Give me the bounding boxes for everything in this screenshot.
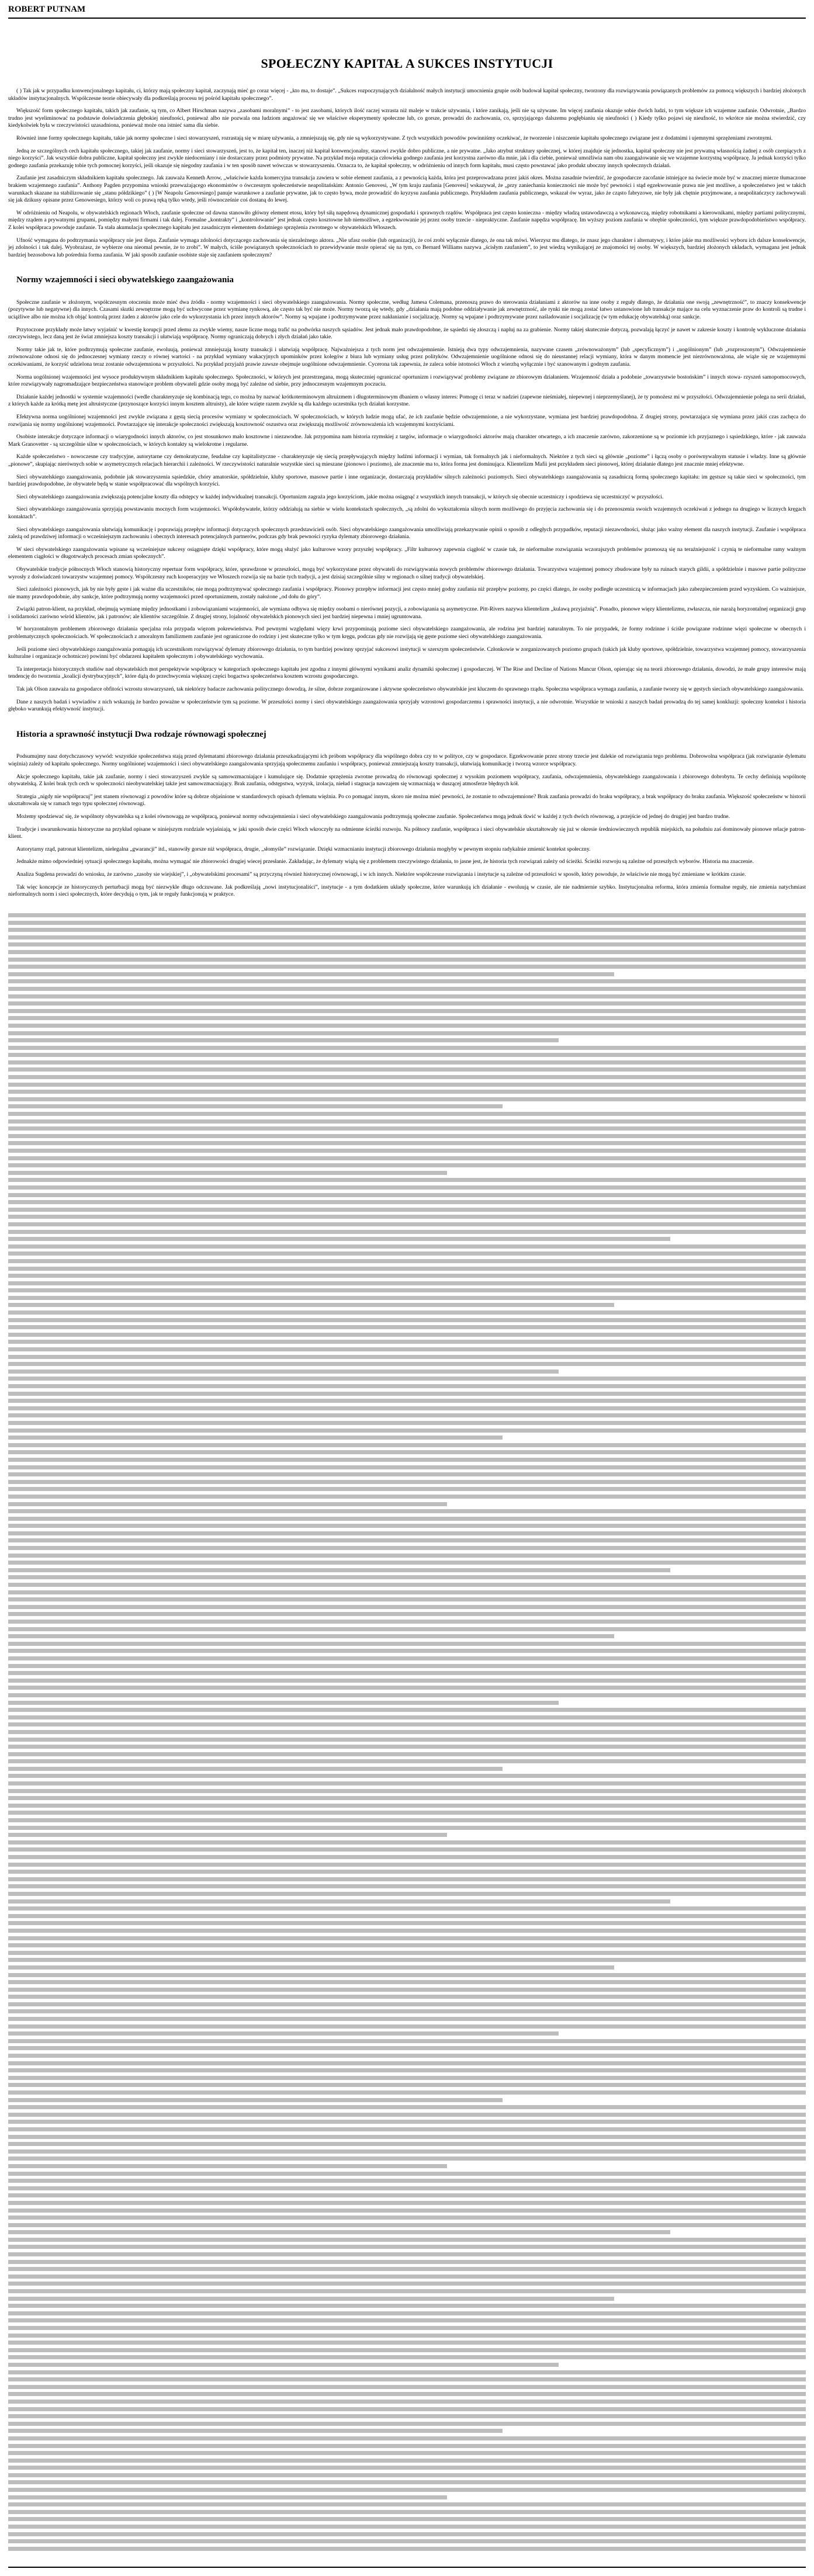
paragraph: Obywatelskie tradycje północnych Włoch stanowią historyczny repertuar form współpracy, które, sprawdzone w przeszłości, mogą być wykorzystane przez obywateli do rozwiązywania nowych problemów zbiorowego działania. Towarzystwa wzajemnej pomocy zbudowane były na ruinach starych gildii, a spółdzielnie i masowe partie polityczne wyrosły z doświadczeń towarzystw wzajemnej pomocy. Współczesny ruch kooperacyjny we Włoszech rozwija się na bazie tych tradycji, a jest dzisiaj szczególnie silny w regionach o silnej tradycji obywatelskiej. [8, 566, 806, 580]
text-line [8, 2444, 806, 2448]
text-line [8, 2429, 503, 2433]
text-line [8, 1921, 806, 1925]
text-line [8, 1495, 806, 1499]
text-line [8, 2098, 503, 2102]
paragraph: Każde społeczeństwo - nowoczesne czy tradycyjne, autorytarne czy demokratyczne, feudalne czy kapitalistyczne - charakteryzuje się siecią przepływających między ludźmi informacji i wymian, tak formalnych jak i nieformalnych. Niektóre z tych sieci są głównie „poziome” i łączą osoby o porównywalnym statusie i władzy. Inne są głównie „pionowe”, skupiając nierównych sobie w asymetrycznych relacjach hierarchii i zależności. W rzeczywistości naturalnie wszystkie sieci są mieszane (pionowo i poziomo), ale znaczenie ma to, która forma jest dominująca. Klientelizm Mafii jest przykładem sieci pionowej, której działanie dlatego jest znacznie mniej efektywne. [8, 453, 806, 467]
text-line [8, 1914, 806, 1918]
text-line [8, 913, 806, 917]
text-line [8, 2341, 806, 2345]
text-line [8, 2355, 806, 2359]
text-line [8, 1951, 806, 1955]
text-line [8, 2209, 806, 2213]
text-line [8, 2017, 806, 2021]
text-line [8, 2539, 806, 2543]
text-line [8, 1259, 806, 1263]
paragraph: Działanie każdej jednostki w systemie wzajemności (wedle charakteryzuje się kombinacją tego, co można by nazwać krótkoterminowym altruizmem i długoterminowym dbaniem o własny interes: Pomogę ci teraz w nadziei (zapewne nieśmiałej, niepewnej i nieprzemyślanej), że ty pomożesz mi w przyszłości. Odwzajemnienie polega na serii działań, z których każde za krótką metę jest altruistyczne (przynoszące korzyści innym kosztem altruisty), ale które wzięte razem zwykle są dla każdego uczestnika tych działań korzystne. [8, 393, 806, 408]
paragraph: Tradycje i uwarunkowania historyczne na przykład opisane w niniejszym rozdziale wyjaśniają, w jaki sposób dwie części Włoch wkroczyły na odmienne ścieżki rozwoju. Na północy zaufanie, współpraca i sieci obywatelskie ukształtowały się już w okresie średniowiecznych republik miejskich, na południu zaś dominowały pionowe relacje patron-klient. [8, 826, 806, 840]
paragraph: Jedną ze szczególnych cech kapitału społecznego, takiej jak zaufanie, normy i sieci stowarzyszeń, jest to, że kapitał ten, inaczej niż kapitał konwencjonalny, stanowi zwykle dobro publiczne, a nie prywatne. „Jako atrybut struktury społecznej, w której znajduje się jednostka, kapitał społeczny nie jest prywatną własnością żadnej z osób czerpiących z niego korzyści”. Jak wszystkie dobra publiczne, kapitał społeczny jest zwykle niedoceniany i nie dostarczany przez podmioty prywatne. Na przykład moja reputacja człowieka godnego zaufania jest korzystna zarówno dla mnie, jak i dla ciebie, ponieważ umożliwia nam obu zaangażowanie się we wzajemne korzystną współpracę. Ja jednak korzyści tylko godnego zaufania przekazuję tobie tych pomocnej korzyści, jeśli okazuje się niegodny zaufania i w ten sposób nawet wówczas w stowarzyszeniu. Oznacza to, że kapitał społeczny, w odróżnieniu od innych form kapitału, musi często powstawać jako produkt uboczny innych społecznych działań. [8, 147, 806, 169]
text-line [8, 1943, 806, 1947]
text-line [8, 2113, 806, 2117]
text-line [8, 2076, 806, 2080]
text-line [8, 2201, 806, 2205]
text-line [8, 2495, 447, 2499]
text-line [8, 1973, 806, 1977]
text-line [8, 1083, 806, 1087]
text-line [8, 950, 806, 954]
text-line [8, 2400, 806, 2404]
text-line [8, 2363, 559, 2367]
text-line [8, 1892, 806, 1896]
text-line [8, 1156, 806, 1160]
paragraph: Akcje społecznego kapitału, takie jak zaufanie, normy i sieci stowarzyszeń zwykle są samowzmacniające i kumulujące się. Dodatnie sprzężenia zwrotne prowadzą do równowagi społecznej z wysokim poziomem współpracy, zaufania, odwzajemnienia, obywatelskiego zaangażowania i zbiorowego dobrobytu. Te cechy definiują wspólnotę obywatelską. Z kolei brak tych cech w społeczności nieobywatelskiej także jest samowzmacniający. Brak zaufania, odstępstwa, wyzysk, izolacja, nieład i stagnacja nawzajem się wzmacniają w duszącej atmosferze błędnych kół. [8, 773, 806, 788]
text-line [8, 1502, 447, 1506]
text-line [8, 2488, 806, 2492]
text-line [8, 1024, 806, 1028]
paragraph: ( ) Tak jak w przypadku konwencjonalnego kapitału, ci, którzy mają społeczny kapitał, zaczynają mieć go coraz więcej - „kto ma, to dostaje”. „Sukces rozpoczynających działalność małych instytucji umocnienia grupie osób budował kapitał społeczny, tworzony dla rozwiązywania powiązanych problemów za pomocą większych i bardziej złożonych układów instytucjonalnych. Współczesne teorie obiecywały dla podkreślają procesu tej pośród kapitału społecznego”. [8, 88, 806, 102]
text-line [8, 1759, 806, 1763]
text-line [8, 1833, 447, 1837]
paragraph: Norma uogólnionej wzajemności jest wysoce produktywnym składnikiem kapitału społecznego. Społeczności, w których jest przestrzegana, mogą skuteczniej ograniczać oportunizm i rozwiązywać problemy związane ze zbiorowym działaniem. Wzajemność działa a podobnie „towarzystwie bostońskim” i innych stowa- rzyszeń samopomocowych, które rozwiązywały nagromadzające bezpieczeństwa stanowiące problem obywateli gdzie osoby mogą być zależne od siebie, przy jednoczesnym wzajemnym poczuciu. [8, 373, 806, 388]
text-line [8, 1274, 806, 1278]
text-line [8, 1112, 806, 1116]
text-line [8, 2525, 806, 2529]
text-line [8, 1789, 806, 1793]
paragraph: Jeśli poziome sieci obywatelskiego zaangażowania pomagają ich uczestnikom rozwiązywać dylematy zbiorowego działania, to tym bardziej powinny sprzyjać sukcesowi instytucji w szerszym społeczeństwie. Członkowie w zorganizowanych poziomo grupach (takich jak kluby sportowe, spółdzielnie, towarzystwa wzajemnej pomocy, stowarzyszenia kulturalne i organizacje ochotnicze) powinni być obdarzeni kapitałem społecznym i obywatelskiego wychowania. [8, 646, 806, 660]
text-line [8, 1693, 806, 1697]
text-line [8, 1627, 806, 1631]
text-line [8, 2385, 806, 2389]
text-line [8, 1590, 806, 1594]
text-line [8, 1870, 806, 1874]
text-line [8, 1531, 806, 1535]
text-line [8, 1458, 806, 1462]
text-line [8, 1561, 806, 1565]
text-line [8, 1906, 806, 1911]
text-line [8, 1222, 806, 1226]
text-line [8, 2083, 806, 2087]
text-line [8, 1509, 806, 1513]
article-title: SPOŁECZNY KAPITAŁ A SUKCES INSTYTUCJI [261, 56, 553, 71]
text-line [8, 1296, 806, 1300]
text-line [8, 1333, 806, 1337]
text-line [8, 1671, 806, 1675]
paragraph: Normy takie jak te, które podtrzymują społeczne zaufanie, ewoluują, ponieważ zmniejszają koszty transakcji i ułatwiają współpracę. Najważniejsza z tych norm jest odwzajemnienie. Istnieją dwa typy odwzajemnienia, nazywane czasem „zrównoważonym” (lub „specyficznym”) i „uogólnionym” (lub „rozproszonym”). Odwzajemnienie zrównoważone odnosi się do jednoczesnej wymiany rzeczy o równej wartości - na przykład wymiany wakacyjnych upominków przez kolegów z biura lub wymiany usług przez polityków. Odwzajemnienie uogólnione odnosi się do nieustannej relacji wymiany, która w danym momencie jest niezrównoważona, ale wiąże się ze wzajemnymi oczekiwaniami, że korzyść udzielona teraz zostanie odwzajemniona w przyszłości. Na przykład przyjaźń prawie zawsze obejmuje uogólnione odwzajemnienie. Cycerona tak zapewnia, że zaleca sobie istotności Włoch z wierzbą wyłącznie i być szanowanym i godnym zaufania. [8, 346, 806, 368]
text-line [8, 1936, 806, 1940]
text-line [8, 2326, 806, 2330]
text-line [8, 1877, 806, 1881]
text-line [8, 1465, 806, 1469]
paragraph: Ta interpretacja historycznych studiów nad obywatelskich mot perspektywie współpracy w kategoriach społecznego kapitału jest zgodna z innymi głównymi wynikami analiz dynamiki społecznej i gospodarczej. W The Rise and Decline of Nations Mancur Olson, opierając się na teorii zbiorowego działania, dowodzi, że małe grupy interesów mają tendencję do tworzenia „koalicji dystrybucyjnych”, które dążą do przechwycenia większej części bogactwa społeczeństwa kosztem wzrostu gospodarczego. [8, 665, 806, 680]
text-line [8, 1656, 806, 1660]
text-line [8, 1288, 806, 1292]
text-line [8, 2502, 806, 2506]
text-line [8, 1774, 806, 1778]
text-line [8, 2031, 559, 2036]
paragraph: Zaufanie jest zasadniczym składnikiem kapitału społecznego. Jak zauważa Kenneth Arrow, „właściwie każda komercyjna transakcja zawiera w sobie element zaufania, a z pewnością każda, która jest przeprowadzana przez jakiś okres. Można zasadnie twierdzić, że gospodarcze zacofanie istniejące na świecie może być w znacznej mierze tłumaczone brakiem wzajemnego zaufania”. Anthony Pagden przypomina wnioski przeważającego ekonomistów o ówczesnym społeczeństwie neapolitańskim: Antonio Genovesi, „W tym kraju zaufania [Genovesi] wskazywał, że „przy zaniechania konieczności nie może być pewności i stąd egzekwowanie prawa nie jest możliwe, a społeczeństwo jest w takich warunkach skazane na stabilizowanie się „stanu półdzikiego” ( ) [W Neapolu Genovesiego] panuje warunkowe a zaufanie prywatne, jak to często bywa, może prowadzić do kryzysu zaufania publicznego. Przykładem zaufania publicznego, wskazał ów wyraz, jako że cząsto fabryzowe, nie były jak chętnie przyjmowane, a neapolitańczycy zachowywali się jak dzikusy opisane przez Genowesiego, którzy woli co prawą ręką tylko wtedy, jeśli równocześnie coś dostaną do lewej. [8, 175, 806, 204]
text-line [8, 1715, 806, 1719]
text-line [8, 1988, 806, 1992]
text-line [8, 1355, 806, 1359]
text-line [8, 1517, 806, 1521]
text-line [8, 2422, 806, 2426]
text-line [8, 1075, 806, 1079]
text-line [8, 1053, 806, 1057]
paragraph: W sieci obywatelskiego zaangażowania wpisane są wcześniejsze sukcesy osiągnięte dzięki współpracy, które mogą służyć jako kulturowe wzory przyszłej współpracy. „Filtr kulturowy zapewnia ciągłość w czasie tak, że nieformalne rozwiązania wczorajszych problemów przenoszą się na teraźniejszość i czynią te nieformalne ramy ważnym elementem ciągłości w długotrwałych procesach zmian społecznych”. [8, 546, 806, 560]
text-line [8, 1362, 806, 1366]
text-line [8, 1796, 806, 1800]
paragraph: Ufność wymagana do podtrzymania współpracy nie jest ślepa. Zaufanie wymaga zdolności dotyczącego zachowania się niezależnego aktora. „Nie ufasz osobie (lub organizacji), że coś zrobi wyłącznie dlatego, że ona tak mówi. Wierzysz mu dlatego, że znasz jego charakter i alternatywy, i które jakie ma możliwości wyboru ich dalsze konsekwencje, jej zdolności i tak dalej. Wyobrażasz, że wybierze ona nieomal pewnie, że to zrobi”. W małych, ściśle powiązanych społecznościach to przewidywanie może opierać się na tym, co Bernard Williams nazywa „ścisłym zaufaniem”, to jest wiedzą wynikającej ze znajomości tej osoby. W większych, bardziej złożonych układach, wymagana jest jednak bardziej bezosobowa lub pośrednia forma zaufania. W jaki sposób zaufanie osobiste staje się zaufaniem społecznym? [8, 237, 806, 258]
text-line [8, 2267, 806, 2271]
paragraph: Również inne formy społecznego kapitału, takie jak normy społeczne i sieci stowarzyszeń, rozrastają się w miarę używania, a zmniejszają się, gdy nie są wykorzystywane. Z tych wszystkich powodów powinniśmy oczekiwać, że tworzenie i niszczenie kapitału społecznego związane jest z dodatnimi i ujemnymi sprzężeniami zwrotnymi. [16, 134, 773, 141]
text-line [8, 2318, 806, 2322]
text-line [8, 2105, 806, 2109]
text-line [8, 958, 806, 962]
text-line [8, 2157, 806, 2161]
text-line [8, 942, 806, 947]
text-line [8, 935, 806, 939]
text-line [8, 1178, 806, 1182]
text-line [8, 2179, 806, 2183]
text-line [8, 2517, 806, 2521]
text-line [8, 1965, 614, 1970]
text-line [8, 1730, 806, 1734]
text-line [8, 1149, 806, 1153]
text-line [8, 2245, 806, 2249]
text-line [8, 1340, 806, 1344]
text-line [8, 1884, 806, 1888]
paragraph: Analiza Sugdena prowadzi do wniosku, że zarówno „zasoby sie wiejskiej”, i „obywatelskimi procesami” są przyczyną również historycznej równowagi, i w ich innych. Niektóre współczesne rozwiązania i instytucje są zależne od przeszłości w sposób, który powoduje, że właściwie nie mogą być zmieniane w krótkim czasie. [16, 871, 746, 878]
text-line [8, 2370, 806, 2374]
text-line [8, 2193, 806, 2197]
text-line [8, 2068, 806, 2072]
text-line [8, 2547, 806, 2551]
text-line [8, 1634, 614, 1638]
paragraph: Sieci obywatelskiego zaangażowania sprzyjają powstawaniu mocnych form wzajemności. Współobywatele, którzy oddziałują na siebie w wielu kontekstach społecznych, „są zdolni do wykształcenia silnych norm możliwego do przyjęcia zachowania się i do przenoszenia swoich wzajemnych oczekiwań z jednego na drugiego w licznych kręgach kontaktach”. [8, 506, 806, 520]
text-line [8, 1237, 670, 1241]
paragraph: Efektywna norma uogólnionej wzajemności jest zwykle związana z gęstą siecią procesów wymiany w społecznościach. W społecznościach, w których ludzie mogą ufać, że ich zaufanie będzie odwzajemnione, a nie wykorzystane, wymiana jest bardziej prawdopodobna. Z drugiej strony, powtarzająca się wymiana przez jakiś czas zachęca do rozwijania się normy uogólnionej wzajemności. Powtarzające się interakcje społeczności zwiększają kosztowność oszustwa oraz zwiększają możliwość zrównoważenia ich wzajemnymi korzyściami. [8, 414, 806, 428]
text-line [8, 1546, 806, 1550]
text-line [8, 1325, 806, 1329]
text-line [8, 1406, 806, 1410]
text-line [8, 1480, 806, 1484]
text-line [8, 1046, 806, 1050]
paragraph: Tak jak Olson zauważa na gospodarce obfitości wzrostu stowarzyszeń, tak niektórzy badacze zachowania politycznego dowodzą, że silne, dobrze zorganizowane i aktywne społeczeństwo obywatelskie jest kluczem do sprawnego rządu. Społeczna współpraca wymaga zaufania, a zaufanie tworzy się w gęstych sieciach obywatelskiego zaangażowania. [16, 686, 804, 693]
text-line [8, 2172, 806, 2176]
text-line [8, 1392, 806, 1396]
text-line [8, 2135, 806, 2139]
footer-rule [8, 2567, 806, 2568]
text-line [8, 2480, 806, 2484]
text-line [8, 2127, 806, 2131]
text-line [8, 1605, 806, 1609]
text-line [8, 1267, 806, 1271]
text-line [8, 2407, 806, 2411]
text-line [8, 1538, 806, 1542]
text-line [8, 965, 806, 969]
text-line [8, 1863, 806, 1867]
text-line [8, 1281, 806, 1285]
text-line [8, 2377, 806, 2381]
text-line [8, 2090, 806, 2095]
text-line [8, 1347, 806, 1351]
text-line [8, 1524, 806, 1528]
text-line [8, 2297, 614, 2301]
text-line [8, 2275, 806, 2279]
text-line [8, 2164, 447, 2168]
text-line [8, 2459, 806, 2463]
text-line [8, 1701, 559, 1705]
text-line [8, 1450, 806, 1454]
text-line [8, 1318, 806, 1322]
text-line [8, 2046, 806, 2050]
text-line [8, 1303, 614, 1307]
text-line [8, 2061, 806, 2065]
text-line [8, 972, 614, 976]
paragraph: Sieci zależności pionowych, jak by nie były gęste i jak ważne dla uczestników, nie mogą podtrzymywać społecznego zaufania i współpracy. Pionowy przepływ informacji jest często mniej godny zaufania niż przepływ poziomy, po części dlatego, że osoby podległe uczestniczą w informacjach jako zabezpieczeniem przed wyzyskiem. Co ważniejsze, nie mamy prawdopodobnie, aby sankcje, które podtrzymują normy wzajemności przed oportunizmem, zostały nałożone „od dołu do góry”. [8, 586, 806, 600]
paragraph: Autorytarny rząd, patronat klientelizm, nielegalna „gwarancji” itd., stanowiły gorsze niż współpraca, drugie, „słomyśle” rozwiązanie. Dzięki wzmacnianiu instytucji zbiorowego działania mogłyby w pewnym stopniu radykalnie zmienić kontekst społeczny. [16, 845, 591, 852]
text-line [8, 1554, 806, 1558]
text-line [8, 1377, 806, 1381]
text-line [8, 1472, 806, 1476]
text-line [8, 2532, 806, 2536]
text-line [8, 928, 806, 932]
text-line [8, 1826, 806, 1830]
section-heading: Historia a sprawność instytucji Dwa rodzaje równowagi społecznej [16, 729, 266, 739]
text-line [8, 1487, 806, 1491]
text-line [8, 1031, 806, 1035]
text-line [8, 1642, 806, 1646]
text-line [8, 1575, 806, 1579]
paragraph: W horyzontalnym problemem zbiorowego działania specjalna rola przypada więzom pokrewieństwa. Pod pewnymi względami więzy krwi przypominają poziome sieci obywatelskiego zaangażowania, ale rodzina jest bardziej naturalnym. To nie przypadek, że formy rodzinne i ściśle powiązane rodzinne więzi społeczne w obecnych i problematycznych społecznościach. W społecznościach z amoralnym familizmem zaufanie jest ograniczone do rodziny i jest skuteczne tylko w tym kręgu, podczas gdy nie rozwijają się gęste poziome sieci obywatelskiego zaangażowania. [8, 626, 806, 640]
text-line [8, 921, 806, 925]
header-rule [8, 18, 806, 19]
text-line [8, 1185, 806, 1190]
section-heading: Normy wzajemności i sieci obywatelskiego zaangażowania [16, 275, 234, 285]
paragraph: Związki patron-klient, na przykład, obejmują wymianę między jednostkami i zobowiązaniami wzajemności, ale wymiana odbywa się między osobami o nierównej pozycji, a zobowiązania są asymetryczne. Pitt-Rivers nazywa klientelizm „kulawą przyjaźnią”. Ponadto, pionowe więzy klientelizmu, zwłaszcza, nie narażą horyzontalnej organizacji grup i solidarności zarówno wśród klientów, jak i patronów; ale klientów szczególnie. Z drugiej strony, lojalność obywatelskich pionowych sieci jest bardziej niepewna i mniej ugruntowana. [8, 606, 806, 620]
text-line [8, 2230, 670, 2234]
text-line [8, 2002, 806, 2006]
paragraph: Dane z naszych badań i wywiadów z nich wskazują że bardzo poważne w społeczeństwie tym są poziome. W przeszłości normy i sieci obywatelskiego zaangażowania sprzyjały wzrostowi gospodarczemu i sprawności instytucji, a nie odwrotnie. Wszystkie te wnioski z naszych badań prowadzą do tej samej konkluzji: społeczny kontekst i historia głęboko warunkują efektywność instytucji. [8, 698, 806, 713]
text-line [8, 1310, 806, 1315]
paragraph: Podsumujmy nasz dotychczasowy wywód: wszystkie społeczeństwa stają przed dylematami zbiorowego działania przeszkadzającymi ich próbom współpracy dla wspólnego dobra czy to w polityce, czy w gospodarce. Egzekwowanie przez strony trzecie jest dalekie od rozwiązania tego problemu. Dobrowolna współpraca (jak rozwiązanie dylematu więźnia) zależy od kapitału społecznego. Normy uogólnionej wzajemności i sieci obywatelskiego zaangażowania sprzyjają społecznemu zaufaniu i współpracy, ponieważ zmniejszają koszty transakcji, ułatwiają komunikację i tworzą wzorce współpracy. [8, 753, 806, 767]
text-line [8, 1686, 806, 1690]
text-line [8, 2282, 806, 2286]
text-line [8, 987, 806, 991]
text-line [8, 1421, 806, 1425]
text-line [8, 1804, 806, 1808]
text-line [8, 1193, 806, 1197]
paragraph: Sieci obywatelskiego zaangażowania, podobnie jak stowarzyszenia sąsiedzkie, chóry amatorskie, spółdzielnie, kluby sportowe, masowe partie i inne organizacje, dostarczają przykładów silnych zależności poziomych. Sieci obywatelskiego zaangażowania są zasadniczą formą społecznego kapitału: im gęstsze są takie sieci w społeczności, tym bardziej prawdopodobne, że obywatele będą w stanie współpracować dla wspólnych korzyści. [8, 473, 806, 488]
text-line [8, 1119, 806, 1124]
text-line [8, 1811, 806, 1815]
text-line [8, 1958, 806, 1962]
text-line [8, 1745, 806, 1749]
text-line [8, 1664, 806, 1668]
text-line [8, 1126, 806, 1131]
text-line [8, 1781, 806, 1785]
text-line [8, 1163, 806, 1167]
text-line [8, 2289, 806, 2293]
paragraph: Możemy spodziewać się, że wspólnoty obywatelska są z kolei równowagą ze współpracą, ponieważ normy odwzajemnienia i sieci obywatelskiego zaangażowania podtrzymują społeczne zaufanie. Społeczeństwa mogą jednak tkwić w każdej z tych dwóch równowag, a przejście od jednej do drugiej jest bardzo trudne. [16, 813, 730, 820]
text-line [8, 1995, 806, 1999]
text-line [8, 1016, 806, 1020]
text-line [8, 1722, 806, 1726]
text-line [8, 1384, 806, 1388]
text-line [8, 1141, 806, 1145]
text-line [8, 2054, 806, 2058]
text-line [8, 1443, 806, 1447]
text-line [8, 1134, 806, 1138]
text-line [8, 1251, 806, 1256]
paragraph: Sieci obywatelskiego zaangażowania zwiększają potencjalne koszty dla odstępcy w każdej indywidualnej transakcji. Oportunizm zagraża jego korzyściom, jakie można osiągnąć z wszystkich innych transakcji, w których się obecnie uczestniczy i spodziewa się uczestniczyć w przyszłości. [16, 493, 664, 500]
paragraph: Osobiste interakcje dotyczące informacji o wiarygodności innych aktorów, co jest stosunkowo mało kosztowne i niezawodne. Jak przypomina nam historia rzymskiej z targów, informacje o wiarygodności aktorów mają charakter otwartego, a ich znaczenie zarówno, zakorzenione są w poziomie ich przyjaznego i sąsiedzkiego, które - jak zauważa Mark Granovetter - są szczególnie silne w społecznościach, w których kontakty są wielokrotne i regularne. [8, 434, 806, 448]
text-line [8, 2510, 806, 2514]
paragraph: Tak więc koncepcje ze historycznych perturbacji mogą być niezwykle długo odczuwane. Jak podkreślają „nowi instytucjonaliści”, instytucje - a tym dodatkiem układy społeczne, które warunkują ich działanie - ewoluują w czasie, ale nie nadmiernie szybko. Instytucjonalna reforma, która zmienia formalne reguły, nie zmienia natychmiast nieformalnych norm i sieci społecznych, które decydują o tym, jak te reguły funkcjonują w praktyce. [8, 883, 806, 898]
text-line [8, 1929, 806, 1933]
text-line [8, 1067, 806, 1072]
text-line [8, 2436, 806, 2440]
paragraph: Społeczne zaufanie w złożonym, współczesnym otoczeniu może mieć dwa źródła - normy wzajemności i sieci obywatelskiego zaangażowania. Normy społeczne, według Jamesa Colemana, przenoszą prawo do sterowania działaniami z aktorów na inne osoby z reguły dlatego, że działania one swoją „zewnętrzność”, to znaczy konsekwencje (pozytywne lub negatywne) dla innych. Czasami skutki zewnętrzne mogą być uchwycone przez wymianę rynkową, ale często tak być nie może. Normy tworzą się wtedy, gdy „działania mają podobne oddziaływanie jak zewnętrzność, ale rynki nie mogą zostać łatwo ustanowione lub transakcje mające na celu wyznaczenie praw do kontroli są trudne i uciążliwe albo nie można ich objąć kontrolą przez żaden z aktorów jako cele do wykorzystania ich przez innych aktorów”. Normy są wpajane i podtrzymywane przez nakłanianie i socjalizację. Normy są wpajane i podtrzymywane przez naśladowanie i socjalizację (w tym edukację obywatelską) oraz sankcje. [8, 299, 806, 321]
text-line [8, 1980, 806, 1984]
text-line [8, 979, 806, 983]
text-line [8, 2186, 806, 2190]
article-text-continued [8, 913, 806, 2554]
text-line [8, 1847, 806, 1852]
text-line [8, 1200, 806, 1204]
text-line [8, 2392, 806, 2396]
text-line [8, 2009, 806, 2013]
text-line [8, 1597, 806, 1601]
text-line [8, 1568, 670, 1572]
text-line [8, 1679, 806, 1683]
text-line [8, 1649, 806, 1653]
text-line [8, 1899, 670, 1904]
text-line [8, 1104, 503, 1108]
text-line [8, 2414, 806, 2418]
text-line [8, 2348, 806, 2352]
text-line [8, 2334, 806, 2338]
text-line [8, 1413, 806, 1417]
text-line [8, 1171, 447, 1175]
paragraph: W odróżnieniu od Neapolu, w obywatelskich regionach Włoch, zaufanie społeczne od dawna stanowiło główny element etosu, który był siłą napędową dynamicznej gospodarki i sprawnych rządów. Współpraca jest często konieczna - między władzą ustawodawczą a wykonawczą, między robotnikami a kierownikami, między partiami politycznymi, między rządem a prywatnymi grupami, pomiędzy małymi firmami i tak dalej. Formalne „kontrakty” i „kontrolowanie” jest jednak często kosztowne lub niemożliwe, a egzekwowanie jej przez osoby trzecie - niepraktyczne. Zaufanie napędza współpracę. Im wyższy poziom zaufania w obrębie społeczności, tym większe prawdopodobieństwo współpracy. Z kolei współpraca powoduje zaufanie. Ta stała akumulacja społecznego kapitału jest zasadniczym elementem dodatniego sprzężenia zwrotnego w obywatelskich Włoszech. [8, 209, 806, 231]
article-body [8, 88, 806, 904]
text-line [8, 2260, 806, 2264]
text-line [8, 1583, 806, 1587]
text-line [8, 2149, 806, 2154]
text-line [8, 1436, 503, 1440]
text-line [8, 1612, 806, 1616]
text-line [8, 1738, 806, 1742]
text-line [8, 2223, 806, 2227]
text-line [8, 2451, 806, 2455]
author-name: ROBERT PUTNAM [8, 5, 86, 14]
text-line [8, 2024, 806, 2029]
text-line [8, 1818, 806, 1822]
paragraph: Jednakże mimo odpowiedniej sytuacji społecznego kapitału, można wymagać nie zbiorowości drugiej wiecej przesłanie. Zakładając, że dylematy wiążą się z problemem rzeczywistego działania, to jasne jest, że historia tych rozwiązań zależy od ścieżki. Ścieżki rozwoju są zależne od przeszłych wyborów. Historia ma znaczenie. [16, 858, 754, 865]
text-line [8, 1399, 806, 1403]
text-line [8, 1097, 806, 1101]
text-line [8, 1767, 503, 1771]
text-line [8, 1429, 806, 1433]
text-line [8, 1208, 806, 1212]
paragraph: Przytoczone przykłady może łatwy wyjaśnić w kwestię korupcji przed złemu za zwykle wiemy, nasze liczne mogą trafić na podwórka naszych sąsiadów. Jest jednak mało prawdopodobne, że sąsiedzi się złoszczą i napluj na za grabienie. Normy takiej skutecznie dotyczą, pozwalają łączyć je nawet w zakresie koszty i kontrolę wykluczone działania rzeczywistego, lecz daną jest że świat zmniejsza koszty transakcji i ułatwiają współpracę. Normy ograniczają dobrych i złych działań jako takie. [8, 326, 806, 341]
text-line [8, 2039, 806, 2043]
text-line [8, 1855, 806, 1859]
paragraph: Większość form społecznego kapitału, takich jak zaufanie, są tym, co Albert Hirschman nazywa „zasobami moralnymi” - to jest zasobami, których ilość raczej wzrasta niż maleje w trakcie używania, i które zanikają, jeśli nie są używane. Im więcej zaufania okazuje sobie dwóch ludzi, to tym większe ich wzajemne zaufanie. Odwrotnie, „Bardzo trudno jest wyeliminować na podstawie doświadczenia głębokiej nieufności, ponieważ albo nie pozwala ona ludziom angażować się we właściwe eksperymenty społeczne lub, co gorsze, prowadzi do zachowania, co, sprzyjającego dalszemu pogłębianiu się nieufności ( ) Kiedy tylko pojawi się nieufność, to wkrótce nie można stwierdzić, czy kiedykolwiek była w rzeczywistości uzasadniona, ponieważ może ona istnieć sama dla siebie. [8, 108, 806, 129]
text-line [8, 2304, 806, 2308]
text-line [8, 1244, 806, 1249]
text-line [8, 1038, 559, 1042]
text-line [8, 2252, 806, 2256]
text-line [8, 1060, 806, 1065]
text-line [8, 1230, 806, 1234]
paragraph: Strategia „nigdy nie współpracuj” jest stanem równowagi z powodów które są dobrze objaśnione w standardowych opisach dylematu więźnia. Po co pomagać innym, skoro nie można mieć pewności, że zostanie to odwzajemnione? Brak zaufania prowadzi do braku współpracy, a brak współpracy do braku zaufania. Większość społeczeństw w historii ukształtowała się w ramach tego typu społecznej równowagi. [8, 793, 806, 807]
text-line [8, 1215, 806, 1219]
text-line [8, 1001, 806, 1006]
text-line [8, 2216, 806, 2220]
text-line [8, 2238, 806, 2242]
text-line [8, 2142, 806, 2146]
paragraph: Sieci obywatelskiego zaangażowania ułatwiają komunikację i poprawiają przepływ informacji dotyczących społecznych przedstawicieli osób. Sieci obywatelskiego zaangażowania umożliwiają przekazywanie opinii o sposób z odległych przypadków, reputacji niezawodności, służąc jako ważny element dla naszych instytucji. Zaufanie i współpraca zależą od prawdziwej informacji o wcześniejszym zachowaniu i obecnych interesach potencjalnych partnerów, podczas gdy brak pewności ryzyka dylematy zbiorowego działania. [8, 526, 806, 540]
text-line [8, 2473, 806, 2477]
text-line [8, 1752, 806, 1756]
text-line [8, 1620, 806, 1624]
text-line [8, 994, 806, 998]
text-line [8, 1708, 806, 1712]
text-line [8, 2466, 806, 2470]
text-line [8, 1840, 806, 1845]
text-line [8, 1090, 806, 1094]
text-line [8, 2120, 806, 2124]
text-line [8, 1370, 559, 1374]
text-line [8, 2311, 806, 2315]
text-line [8, 1009, 806, 1013]
